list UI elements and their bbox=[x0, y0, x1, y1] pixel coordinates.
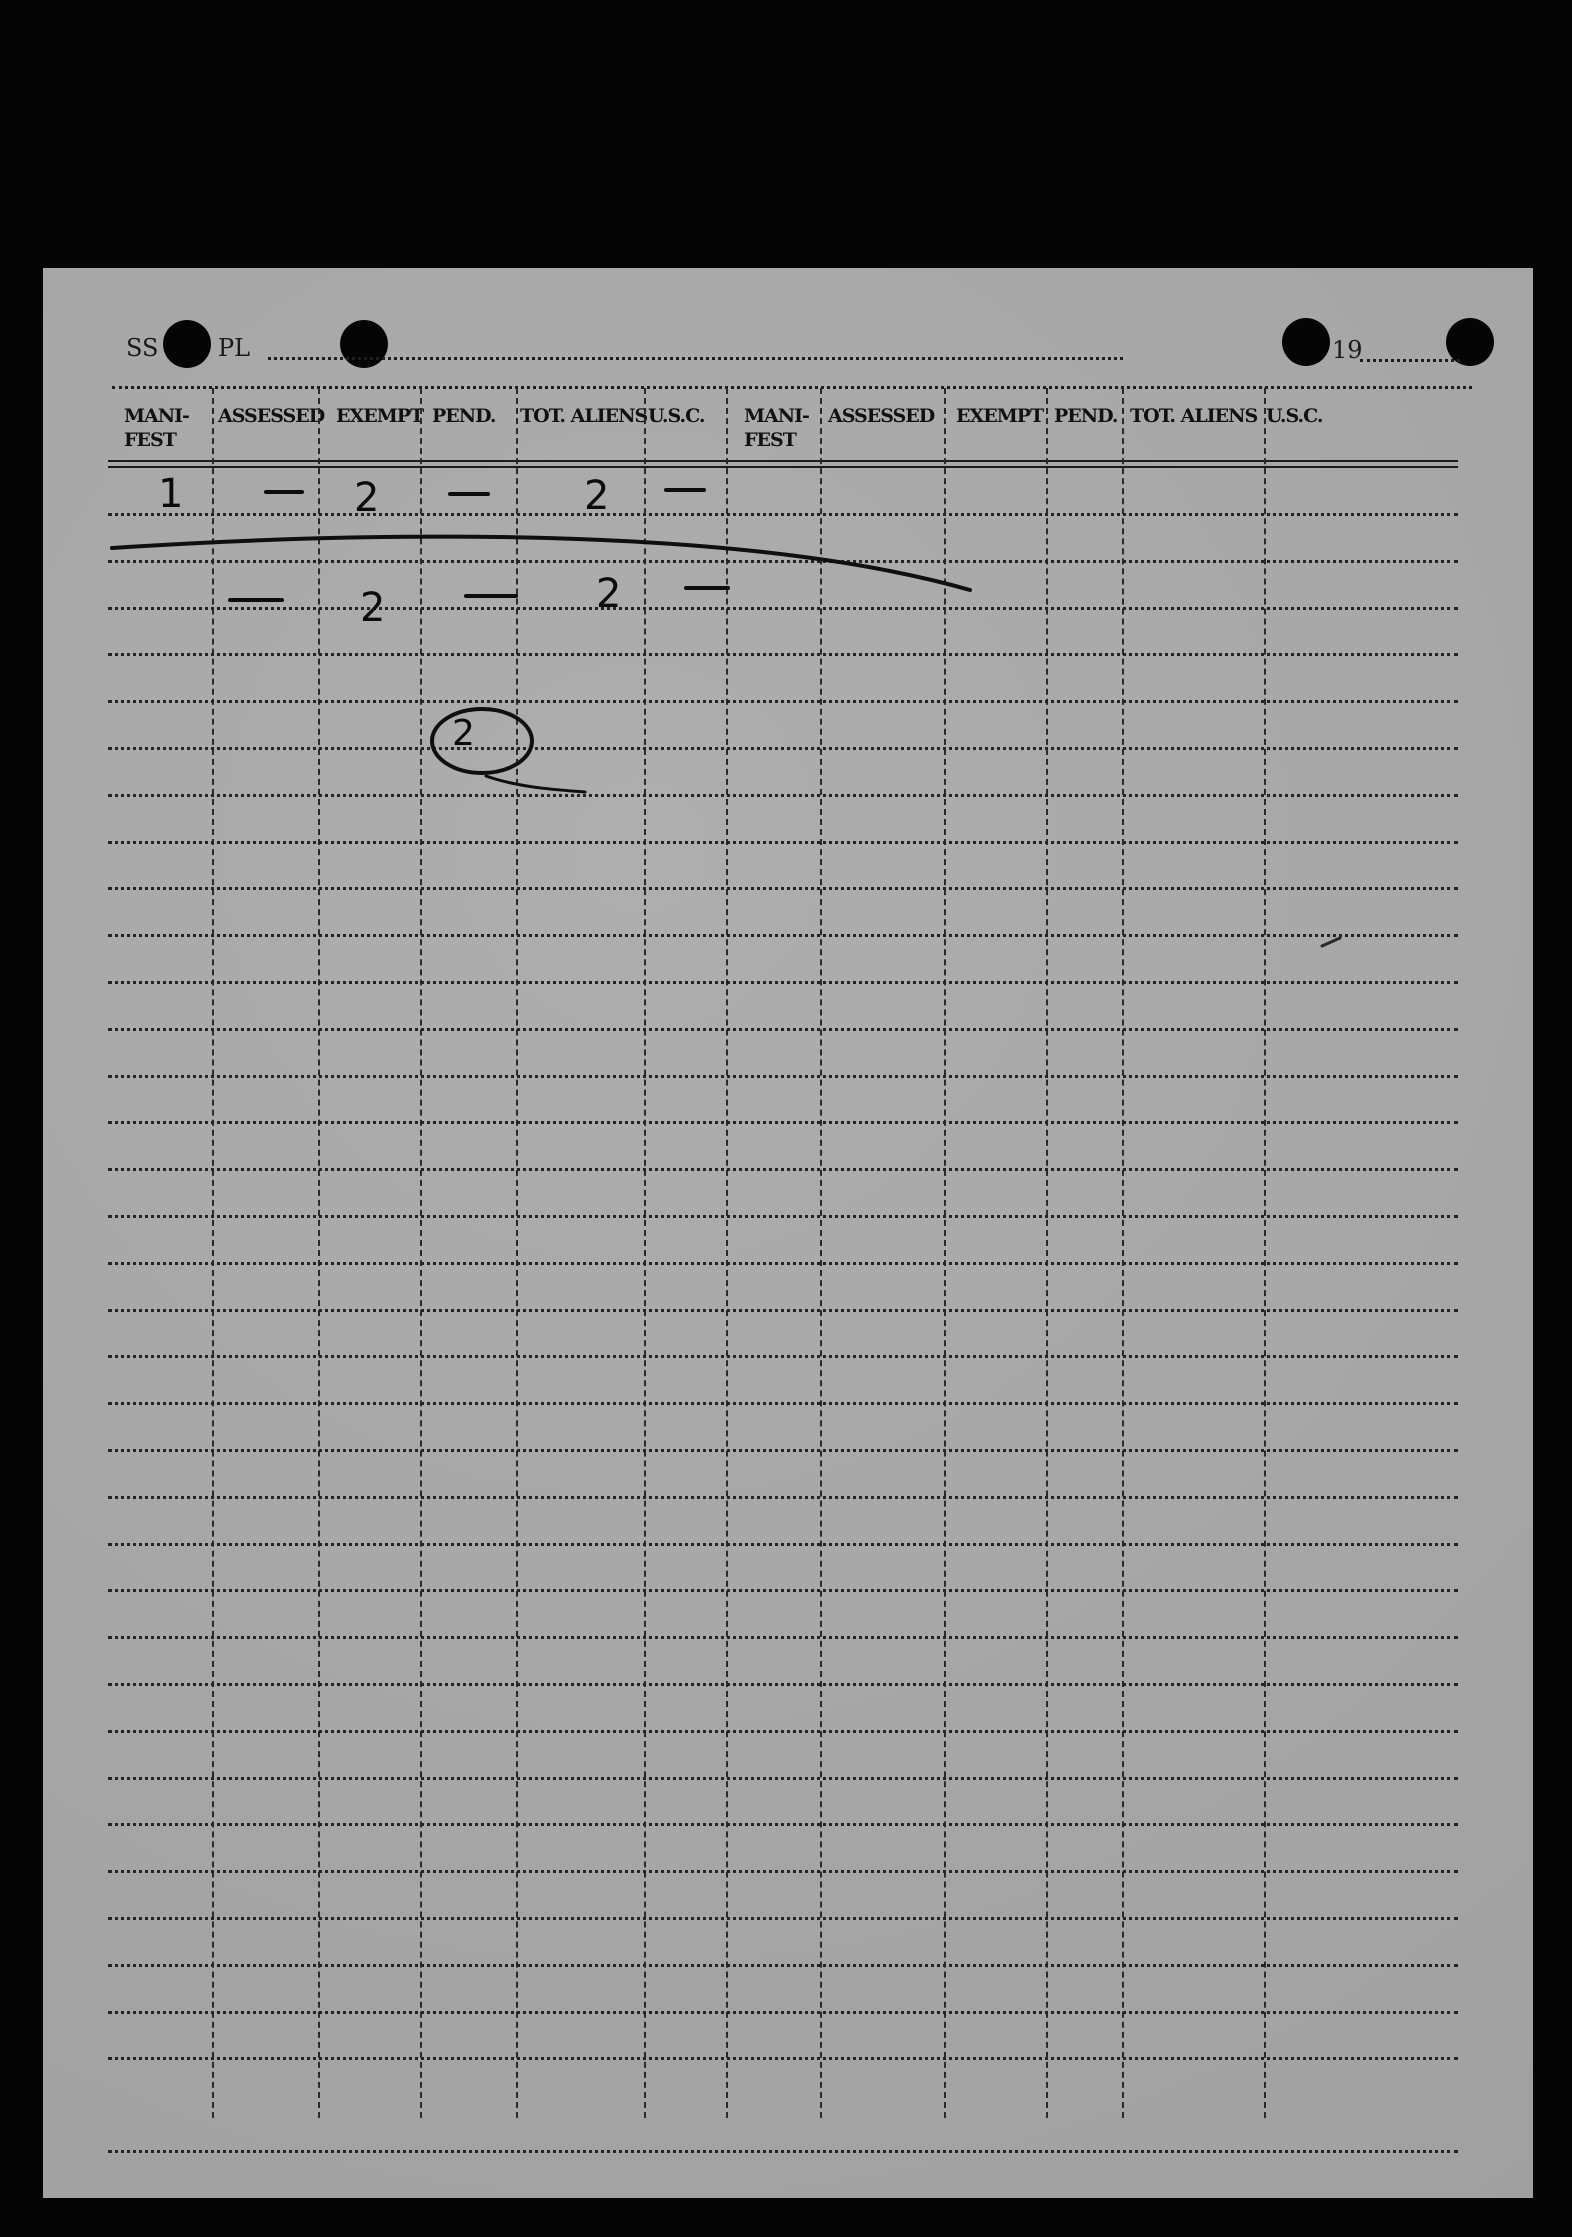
column-header-manifest-2: MANI- FEST bbox=[744, 405, 809, 451]
total-exempt: 2 bbox=[360, 585, 386, 631]
column-header-usc-2: U.S.C. bbox=[1266, 405, 1323, 427]
column-header-exempt: EXEMPT bbox=[336, 405, 424, 427]
entry-tot-aliens: 2 bbox=[584, 473, 610, 519]
column-header-tot-aliens-2: TOT. ALIENS bbox=[1130, 405, 1258, 427]
stray-mark bbox=[1322, 938, 1340, 946]
year-label: 19 bbox=[1332, 336, 1363, 364]
port-label: PL bbox=[218, 334, 251, 362]
column-header-assessed: ASSESSED bbox=[218, 405, 325, 427]
ship-label: SS bbox=[126, 334, 159, 362]
column-header-manifest: MANI- FEST bbox=[124, 405, 189, 451]
total-underline-stroke bbox=[112, 537, 970, 590]
total-tot-aliens: 2 bbox=[596, 571, 622, 617]
column-header-assessed-2: ASSESSED bbox=[828, 405, 935, 427]
circle-tail-stroke bbox=[486, 776, 585, 792]
column-header-tot-aliens: TOT. ALIENS bbox=[520, 405, 648, 427]
column-header-usc: U.S.C. bbox=[648, 405, 705, 427]
column-header-pend: PEND. bbox=[432, 405, 496, 427]
entry-exempt: 2 bbox=[354, 475, 380, 521]
column-header-exempt-2: EXEMPT bbox=[956, 405, 1044, 427]
circled-total: 2 bbox=[452, 713, 475, 754]
column-header-pend-2: PEND. bbox=[1054, 405, 1118, 427]
circle-mark bbox=[432, 709, 532, 773]
entry-manifest: 1 bbox=[158, 471, 184, 517]
